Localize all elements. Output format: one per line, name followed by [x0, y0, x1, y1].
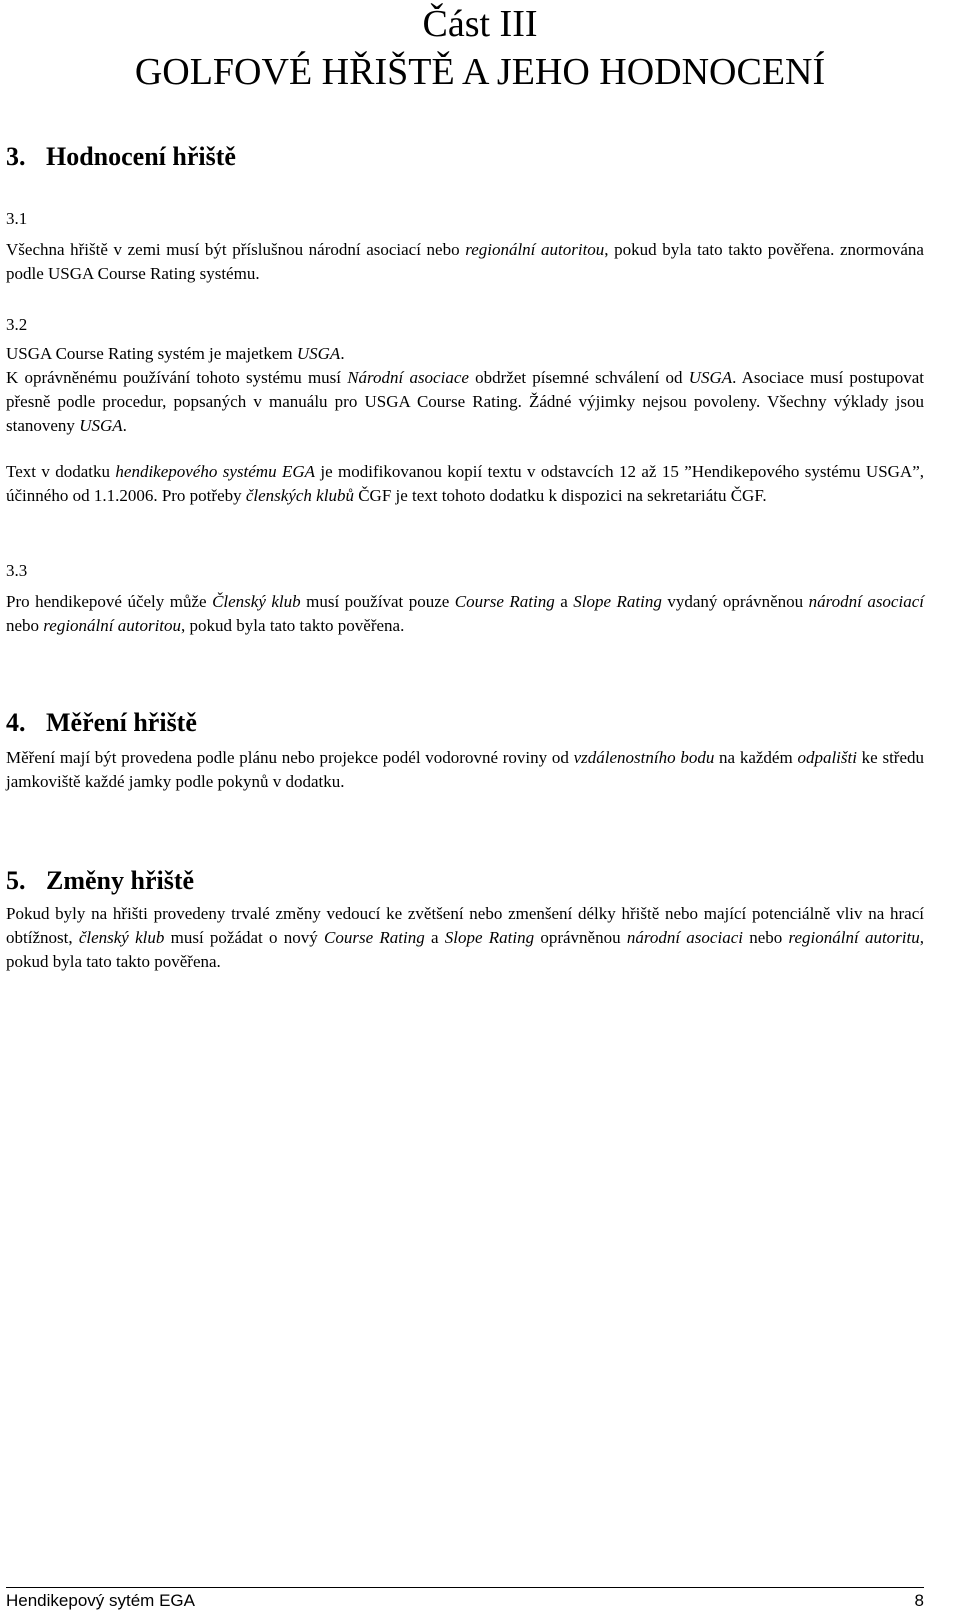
text-run: . [122, 416, 127, 435]
section-number: 3. [6, 142, 26, 171]
part-title: GOLFOVÉ HŘIŠTĚ A JEHO HODNOCENÍ [134, 51, 826, 93]
italic-term: regionální autoritou [43, 616, 182, 635]
italic-term: hendikepového systému EGA [115, 462, 315, 481]
paragraph-3-3 [6, 590, 924, 638]
text-run: Pokud byly na hřišti provedeny trvalé změny vedoucí ke zvětšení nebo zmenšení délky hřiště nebo mající potenciálně vliv na hrací obtížnost, [6, 904, 924, 947]
italic-term: vzdálenostního bodu [573, 748, 715, 767]
paragraph-3-1 [6, 238, 924, 286]
text-run: vydaný oprávněnou [661, 592, 809, 611]
section-title: Měření hřiště [46, 708, 197, 737]
text-run: a [554, 592, 574, 611]
text-run: . Asociace musí postupovat přesně podle procedur, popsaných v manuálu pro USGA Course Rating. Žádné výjimky nejsou povoleny. Všechny výklady jsou stanoveny [6, 368, 925, 435]
text-run: na každém [714, 748, 798, 767]
section-title: Hodnocení hřiště [46, 142, 236, 171]
section-5-heading [6, 866, 194, 896]
italic-term: regionální autoritu [788, 928, 920, 947]
text-run: obdržet písemné schválení od [468, 368, 689, 387]
section-number: 5. [6, 866, 26, 895]
italic-term: členských klubů [245, 486, 354, 505]
text-run: a [424, 928, 445, 947]
italic-term: Slope Rating [444, 928, 535, 947]
section-title: Změny hřiště [46, 866, 195, 895]
italic-term: Slope Rating [573, 592, 662, 611]
text-run: Pro hendikepové účely může [6, 592, 213, 611]
italic-term: odpališti [797, 748, 857, 767]
italic-term: regionální autoritou [465, 240, 605, 259]
paragraph-3-2-line1 [6, 342, 924, 366]
footer-divider [6, 1587, 924, 1588]
italic-term: USGA [688, 368, 733, 387]
italic-term: Course Rating [454, 592, 555, 611]
text-run: , pokud byla tato takto pověřena. [6, 928, 924, 971]
footer-document-title: Hendikepový sytém EGA [6, 1591, 195, 1610]
subsection-3-2-number: 3.2 [6, 315, 28, 334]
italic-term: národní asociací [808, 592, 924, 611]
text-run: Měření mají být provedena podle plánu nebo projekce podél vodorovné roviny od [6, 748, 574, 767]
paragraph-3-2 [6, 366, 924, 438]
subsection-3-1-number: 3.1 [6, 209, 28, 228]
subsection-3-3-number: 3.3 [6, 561, 28, 580]
italic-term: USGA [79, 416, 123, 435]
section-4-heading [6, 708, 197, 738]
page-number: 8 [914, 1591, 924, 1610]
text-run: ke středu jamkoviště každé jamky podle pokynů v dodatku. [6, 748, 925, 791]
section-number: 4. [6, 708, 26, 737]
italic-term: USGA [296, 344, 341, 363]
italic-term: členský klub [78, 928, 165, 947]
text-run: nebo [742, 928, 789, 947]
text-run: oprávněnou [534, 928, 627, 947]
text-run: K oprávněnému používání tohoto systému musí [6, 368, 348, 387]
text-run: nebo [6, 616, 44, 635]
text-run: Text v dodatku [6, 462, 116, 481]
text-run: je modifikovanou kopií textu v odstavcích 12 až 15 ”Hendikepového systému USGA”, účinného od 1.1.2006. Pro potřeby [6, 462, 925, 505]
italic-term: Course Rating [324, 928, 425, 947]
paragraph-4 [6, 746, 924, 794]
part-number: Část III [422, 3, 538, 45]
text-run: ČGF je text tohoto dodatku k dispozici na sekretariátu ČGF. [353, 486, 767, 505]
text-run: . [340, 344, 345, 363]
text-run: USGA Course Rating systém je majetkem [6, 344, 297, 363]
text-run: Všechna hřiště v zemi musí být příslušnou národní asociací nebo [6, 240, 466, 259]
text-run: , pokud byla tato takto pověřena. znormována podle USGA Course Rating systému. [6, 240, 924, 283]
paragraph-appendix-text [6, 460, 924, 508]
italic-term: Členský klub [212, 592, 301, 611]
italic-term: národní asociaci [626, 928, 743, 947]
paragraph-5 [6, 902, 924, 974]
text-run: musí používat pouze [300, 592, 455, 611]
text-run: musí požádat o nový [164, 928, 325, 947]
text-run: , pokud byla tato takto pověřena. [181, 616, 405, 635]
italic-term: Národní asociace [347, 368, 469, 387]
section-3-heading [6, 142, 236, 172]
